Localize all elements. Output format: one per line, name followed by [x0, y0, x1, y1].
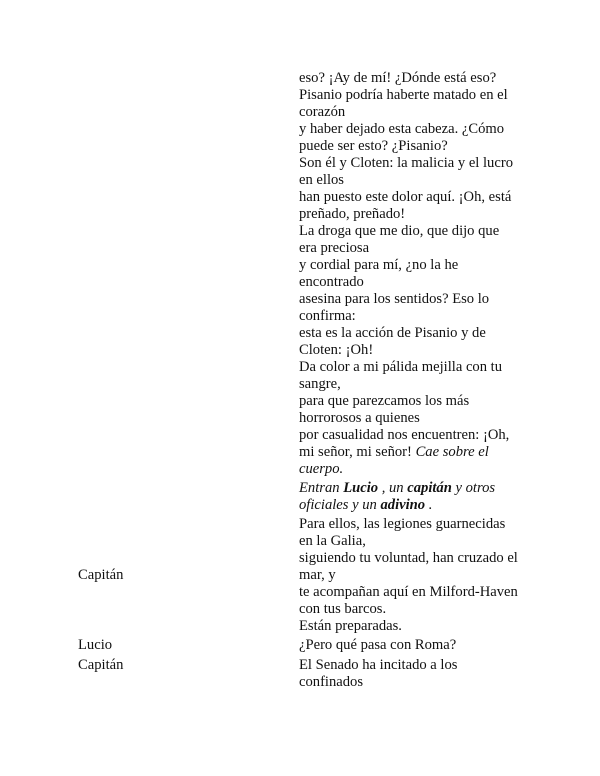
verse-line: por casualidad nos encuentren: ¡Oh, — [299, 427, 510, 443]
character-name-capitan: capitán — [407, 480, 452, 496]
verse-line: sangre, — [299, 376, 341, 392]
stage-direction-line — [299, 480, 539, 497]
speaker-name: Capitán — [78, 657, 124, 673]
verse-line: asesina para los sentidos? Eso lo — [299, 291, 490, 307]
direction-text: Entran — [299, 480, 344, 496]
verse-line: con tus barcos. — [299, 601, 387, 617]
verse-line: en la Galia, — [299, 533, 366, 549]
verse-line-with-direction — [299, 444, 539, 461]
character-name-adivino: adivino — [380, 497, 426, 513]
character-name-lucio: Lucio — [343, 480, 379, 496]
verse-line: Da color a mi pálida mejilla con tu — [299, 359, 503, 375]
speech-lines — [299, 70, 539, 478]
inline-stage-direction: Cae sobre el — [415, 444, 489, 460]
verse-line: han puesto este dolor aquí. ¡Oh, está — [299, 189, 512, 205]
verse-line: te acompañan aquí en Milford-Haven — [299, 584, 518, 600]
inline-stage-direction: cuerpo. — [299, 461, 344, 477]
verse-line: era preciosa — [299, 240, 370, 256]
verse-line: para que parezcamos los más — [299, 393, 470, 409]
direction-text: y otros — [451, 480, 496, 496]
verse-line: Son él y Cloten: la malicia y el lucro — [299, 155, 513, 171]
verse-line: eso? ¡Ay de mí! ¿Dónde está eso? — [299, 70, 497, 86]
verse-line: La droga que me dio, que dijo que — [299, 223, 500, 239]
verse-line: encontrado — [299, 274, 364, 290]
direction-text: , un — [378, 480, 408, 496]
speaker-name: Capitán — [78, 567, 124, 583]
direction-text: oficiales y un — [299, 497, 381, 513]
stage-direction-line — [299, 497, 539, 514]
speech-lines — [299, 657, 539, 691]
verse-line: en ellos — [299, 172, 344, 188]
verse-line: esta es la acción de Pisanio y de — [299, 325, 486, 341]
speaker-name: Lucio — [78, 637, 113, 653]
verse-line: Para ellos, las legiones guarnecidas — [299, 516, 506, 532]
verse-line: El Senado ha incitado a los — [299, 657, 458, 673]
direction-text: . — [425, 497, 433, 513]
verse-line: mar, y — [299, 567, 336, 583]
verse-line: y cordial para mí, ¿no la he — [299, 257, 459, 273]
verse-line: ¿Pero qué pasa con Roma? — [299, 637, 457, 653]
verse-line: y haber dejado esta cabeza. ¿Cómo — [299, 121, 505, 137]
verse-line: Cloten: ¡Oh! — [299, 342, 374, 358]
verse-line: puede ser esto? ¿Pisanio? — [299, 138, 448, 154]
verse-line: confinados — [299, 674, 364, 690]
verse-line: preñado, preñado! — [299, 206, 406, 222]
verse-text: mi señor, mi señor! — [299, 444, 416, 460]
verse-line: corazón — [299, 104, 346, 120]
verse-line: confirma: — [299, 308, 356, 324]
verse-line: siguiendo tu voluntad, han cruzado el — [299, 550, 518, 566]
verse-line: Están preparadas. — [299, 618, 402, 634]
verse-line: horrorosos a quienes — [299, 410, 420, 426]
speech-lines — [299, 637, 539, 654]
speech-lines — [299, 516, 539, 635]
verse-line: Pisanio podría haberte matado en el — [299, 87, 508, 103]
